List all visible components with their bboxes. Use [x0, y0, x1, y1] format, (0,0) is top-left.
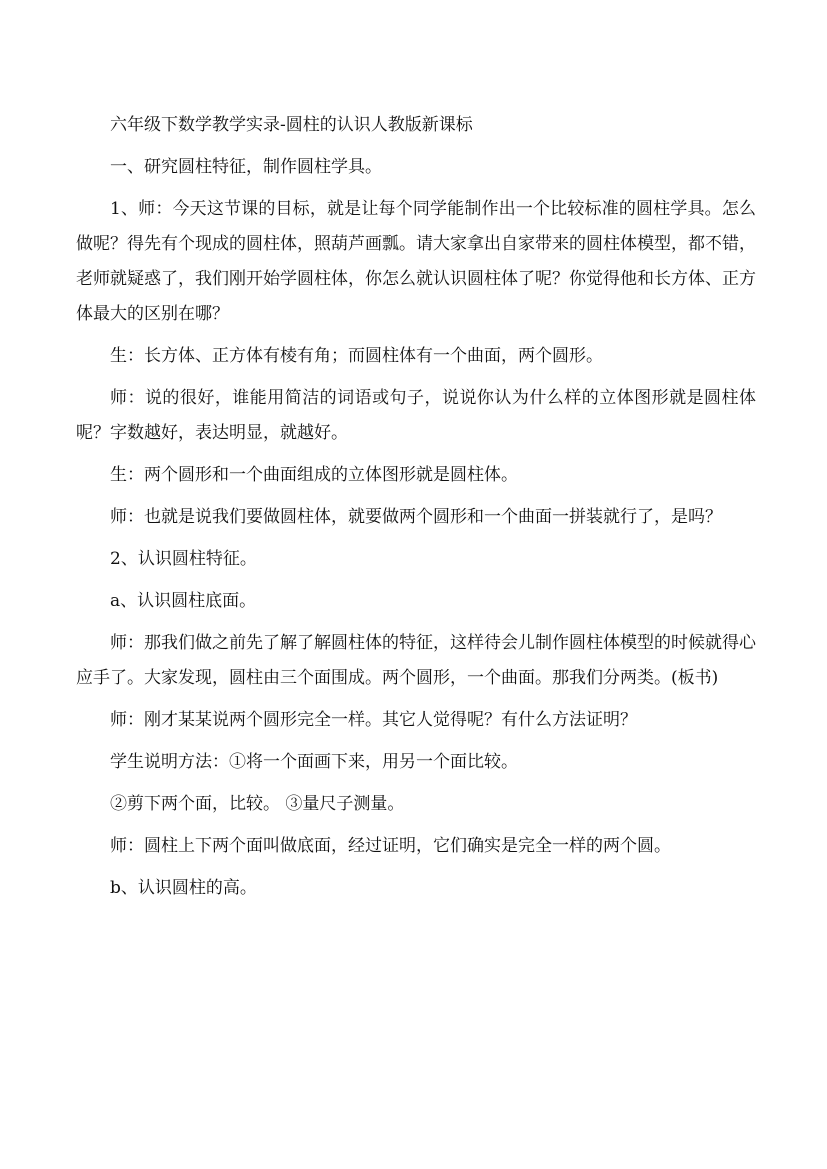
paragraph-10: 师：圆柱上下两个面叫做底面，经过证明，它们确实是完全一样的两个圆。: [110, 836, 671, 856]
paragraph-9: ②剪下两个面，比较。 ③量尺子测量。: [110, 794, 405, 814]
subsection-heading-2: 2、认识圆柱特征。: [110, 549, 257, 569]
paragraph-7: 师：刚才某某说两个圆形完全一样。其它人觉得呢？有什么方法证明？: [110, 710, 637, 730]
paragraph-1: 1、师：今天这节课的目标，就是让每个同学能制作出一个比较标准的圆柱学具。怎么做呢？得先有个现成的圆柱体，照葫芦画瓢。请大家拿出自家带来的圆柱体模型，都不错，老师就疑惑了，我们刚开始学圆柱体，你怎么就认识圆柱体了呢？你觉得他和长方体、正方体最大的区别在哪？: [76, 199, 756, 324]
section-heading-1: 一、研究圆柱特征，制作圆柱学具。: [110, 157, 382, 177]
paragraph-4: 生：两个圆形和一个曲面组成的立体图形就是圆柱体。: [110, 465, 518, 485]
paragraph-6: 师：那我们做之前先了解了解圆柱体的特征，这样待会儿制作圆柱体模型的时候就得心应手了。大家发现，圆柱由三个面围成。两个圆形，一个曲面。那我们分两类。(板书): [76, 633, 756, 688]
paragraph-5: 师：也就是说我们要做圆柱体，就要做两个圆形和一个曲面一拼装就行了，是吗？: [110, 507, 722, 527]
subsection-heading-a: a、认识圆柱底面。: [110, 591, 257, 611]
document-body: [76, 108, 756, 913]
subsection-heading-b: b、认识圆柱的高。: [110, 878, 257, 898]
paragraph-3: 师：说的很好，谁能用简洁的词语或句子，说说你认为什么样的立体图形就是圆柱体呢？字数越好，表达明显，就越好。: [76, 388, 756, 443]
paragraph-8: 学生说明方法：①将一个面画下来，用另一个面比较。: [110, 752, 518, 772]
document-title: 六年级下数学教学实录-圆柱的认识人教版新课标: [110, 115, 473, 135]
paragraph-2: 生：长方体、正方体有棱有角；而圆柱体有一个曲面，两个圆形。: [110, 346, 603, 366]
